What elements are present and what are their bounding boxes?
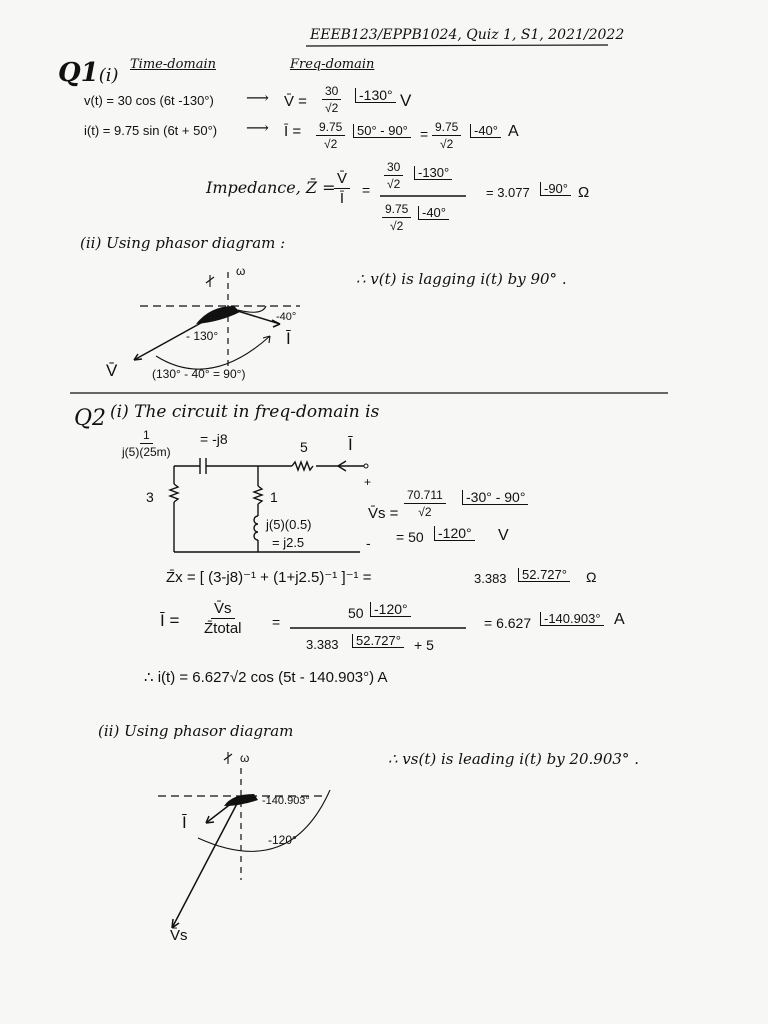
q1-i-frac: $\frac{9.75}{√2}$ <box>316 120 345 151</box>
q2-l-res: = j2.5 <box>272 535 305 550</box>
q2-r5: 5 <box>300 439 308 455</box>
q1-diag-i-label: Ī <box>286 329 291 348</box>
q1-z-frac: $\frac{V̄}{Ī}$ <box>334 170 350 207</box>
q1-z-eq: = <box>362 182 371 198</box>
q2-diag-ang-i: -140.903° <box>262 795 310 807</box>
q2-diag-vs-label: V̄s <box>170 927 188 944</box>
q1-z-result-angle: -90° <box>540 182 571 196</box>
q2-diag-omega: ω <box>240 751 250 765</box>
q1-i-angle2: -40° <box>470 124 501 138</box>
q2-vs-res-angle: -120° <box>434 526 475 541</box>
q1-v-time: v(t) = 30 cos (6t -130°) <box>84 93 214 108</box>
q2-i-unit: A <box>614 611 625 628</box>
q2-cap-frac: $\frac{1}{j(5)(25m)}$ <box>122 428 171 459</box>
q1-diag-omega: ω <box>236 264 246 278</box>
q1-diag-ang-v: - 130° <box>186 329 219 343</box>
q1-i-eq: = <box>420 126 429 142</box>
q1-diag-ang-i: -40° <box>276 311 297 323</box>
q2-zx-eq: Z̄x = [ (3-j8)⁻¹ + (1+j2.5)⁻¹ ]⁻¹ = <box>166 569 372 586</box>
q1-z-lhs: Impedance, Z̄ = <box>206 178 336 197</box>
q2-i-big-den-add: + 5 <box>414 637 434 653</box>
q1-v-frac: $\frac{30}{√2}$ <box>322 84 341 115</box>
q2-i-big-den: 3.383 <box>306 637 339 652</box>
q1-z-d-angle: -40° <box>418 206 449 220</box>
q1-v-lhs: V̄ = <box>284 93 307 110</box>
q1-diag-v-label: V̄ <box>106 361 118 380</box>
q2-part-ii: (ii) Using phasor diagram <box>98 722 294 740</box>
q1-col-time: Time-domain <box>130 57 216 72</box>
q2-diag-i-label: Ī <box>182 813 187 832</box>
q2-i-big-num: 50 <box>348 605 364 621</box>
q1-i-unit: A <box>508 123 519 140</box>
q1-z-d-frac: $\frac{9.75}{√2}$ <box>382 202 411 233</box>
q2-i-label: Ī <box>348 435 353 454</box>
arrow-icon: ⟶ <box>246 88 269 107</box>
q2-i-big-den-angle: 52.727° <box>352 634 404 648</box>
course-header: EEEB123/EPPB1024, Quiz 1, S1, 2021/2022 <box>310 27 625 43</box>
q1-z-n-angle: -130° <box>414 166 452 180</box>
q2-label: Q2 <box>74 406 107 431</box>
q2-vs-angle: -30° - 90° <box>462 490 528 505</box>
q2-it-result: ∴ i(t) = 6.627√2 cos (5t - 140.903°) A <box>144 669 388 686</box>
q2-i-big-num-angle: -120° <box>370 602 411 617</box>
q1-i-frac2: $\frac{9.75}{√2}$ <box>432 120 461 151</box>
q1-part-ii: (ii) Using phasor diagram : <box>80 234 286 252</box>
q2-zx-angle: 52.727° <box>518 568 570 582</box>
q1-label: Q1(i) <box>58 58 119 88</box>
q1-i-time: i(t) = 9.75 sin (6t + 50°) <box>84 123 218 138</box>
q1-v-unit: V <box>400 91 412 110</box>
q2-cap-res: = -j8 <box>200 431 228 447</box>
q1-i-angle: 50° - 90° <box>353 124 411 138</box>
q1-z-unit: Ω <box>578 184 590 201</box>
q2-i-res-angle: -140.903° <box>540 612 604 626</box>
q2-zx-mag: 3.383 <box>474 571 507 586</box>
q2-part-i: (i) The circuit in freq-domain is <box>110 402 380 422</box>
q2-minus: - <box>366 535 371 551</box>
q1-col-freq: Freq-domain <box>290 57 375 72</box>
q1-conclusion: ∴ v(t) is lagging i(t) by 90° . <box>356 270 567 288</box>
q2-l-expr: j(5)(0.5) <box>266 517 312 532</box>
q2-r1: 1 <box>270 489 278 505</box>
q1-z-n-frac: $\frac{30}{√2}$ <box>384 160 403 191</box>
q2-zx-unit: Ω <box>586 569 597 585</box>
q2-vs-lhs: V̄s = <box>368 505 399 522</box>
q2-vs-res: = 50 <box>396 529 424 545</box>
q2-vs-frac: $\frac{70.711}{√2}$ <box>404 488 446 519</box>
q2-i-eq: = <box>272 614 281 630</box>
q1-i-lhs: Ī = <box>284 123 302 140</box>
q2-i-res: = 6.627 <box>484 615 532 631</box>
arrow-icon: ⟶ <box>246 118 269 137</box>
q2-i-lhs: Ī = <box>160 611 180 630</box>
q2-i-frac: V̄s Z̄total <box>204 600 242 637</box>
q2-vs-unit: V <box>498 527 509 544</box>
q2-diag-ang-vs: -120° <box>268 833 297 847</box>
q1-z-result: = 3.077 <box>486 185 530 200</box>
q2-conclusion: ∴ vs(t) is leading i(t) by 20.903° . <box>388 750 639 768</box>
q1-diag-diff: (130° - 40° = 90°) <box>152 367 246 381</box>
q2-r3: 3 <box>146 489 154 505</box>
q1-v-angle: -130° <box>355 88 396 103</box>
q2-plus: + <box>364 475 372 489</box>
